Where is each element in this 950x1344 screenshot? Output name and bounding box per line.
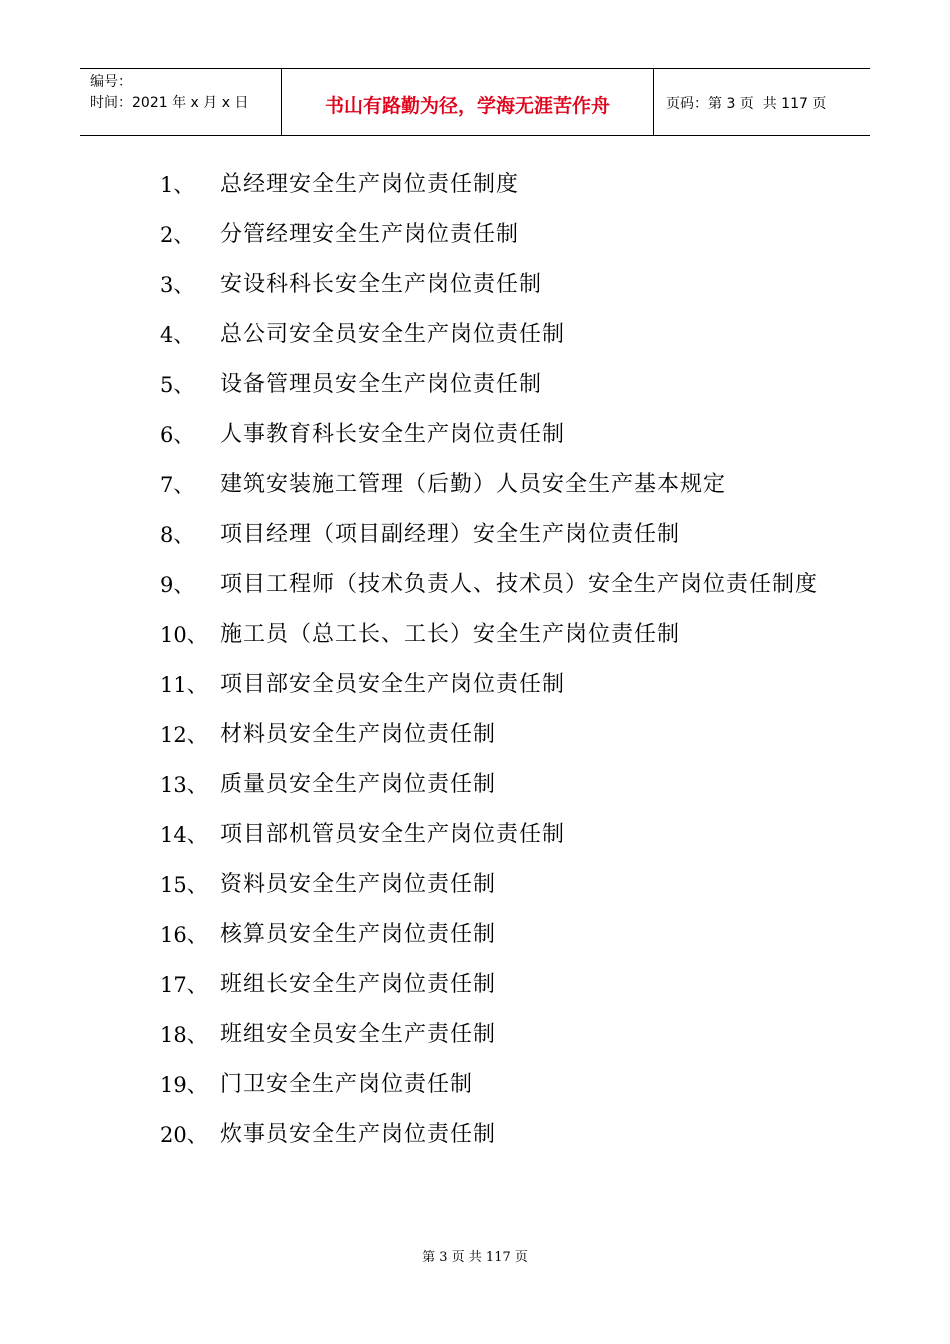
toc-item-number: 7、 — [160, 473, 195, 497]
toc-item-number: 6、 — [160, 423, 195, 447]
toc-item-number: 16、 — [160, 923, 208, 947]
toc-item — [160, 860, 860, 910]
toc-item-title: 建筑安装施工管理（后勤）人员安全生产基本规定 — [220, 472, 727, 497]
toc-item-title: 质量员安全生产岗位责任制 — [220, 772, 497, 797]
table-of-contents — [160, 160, 860, 1160]
toc-item — [160, 910, 860, 960]
toc-item-number: 4、 — [160, 323, 195, 347]
header-meta — [80, 69, 282, 135]
header-motto: 书山有路勤为径，学海无涯苦作舟 — [282, 69, 654, 135]
toc-item-title: 分管经理安全生产岗位责任制 — [220, 222, 520, 247]
toc-item — [160, 360, 860, 410]
header-page-info — [654, 69, 870, 135]
toc-item-title: 材料员安全生产岗位责任制 — [220, 722, 497, 747]
toc-item-number: 19、 — [160, 1073, 208, 1097]
toc-item — [160, 1110, 860, 1160]
toc-item-number: 12、 — [160, 723, 208, 747]
toc-item-title: 安设科科长安全生产岗位责任制 — [220, 272, 543, 297]
toc-item-number: 9、 — [160, 573, 195, 597]
toc-item-number: 5、 — [160, 373, 195, 397]
toc-item-title: 项目部机管员安全生产岗位责任制 — [220, 822, 566, 847]
toc-item-number: 10、 — [160, 623, 208, 647]
toc-item-number: 20、 — [160, 1123, 208, 1147]
toc-item-title: 人事教育科长安全生产岗位责任制 — [220, 422, 566, 447]
toc-item-title: 设备管理员安全生产岗位责任制 — [220, 372, 543, 397]
toc-item — [160, 510, 860, 560]
toc-item-title: 资料员安全生产岗位责任制 — [220, 872, 497, 897]
toc-item — [160, 810, 860, 860]
toc-item-title: 项目工程师（技术负责人、技术员）安全生产岗位责任制度 — [220, 572, 819, 597]
toc-item-number: 3、 — [160, 273, 195, 297]
toc-item — [160, 960, 860, 1010]
toc-item — [160, 310, 860, 360]
toc-item-number: 2、 — [160, 223, 195, 247]
toc-item-number: 1、 — [160, 173, 195, 197]
toc-item-title: 班组长安全生产岗位责任制 — [220, 972, 497, 997]
toc-item — [160, 160, 860, 210]
toc-item — [160, 610, 860, 660]
toc-item-title: 炊事员安全生产岗位责任制 — [220, 1122, 497, 1147]
toc-item-title: 核算员安全生产岗位责任制 — [220, 922, 497, 947]
toc-item-title: 项目经理（项目副经理）安全生产岗位责任制 — [220, 522, 681, 547]
document-number-label: 编号： — [90, 74, 132, 90]
toc-item-number: 8、 — [160, 523, 195, 547]
toc-item-number: 14、 — [160, 823, 208, 847]
toc-item-title: 门卫安全生产岗位责任制 — [220, 1072, 474, 1097]
toc-item-title: 项目部安全员安全生产岗位责任制 — [220, 672, 566, 697]
toc-item — [160, 760, 860, 810]
toc-item — [160, 560, 860, 610]
toc-item — [160, 410, 860, 460]
toc-item — [160, 260, 860, 310]
toc-item — [160, 460, 860, 510]
toc-item-title: 总公司安全员安全生产岗位责任制 — [220, 322, 566, 347]
toc-item-number: 18、 — [160, 1023, 208, 1047]
toc-item-number: 13、 — [160, 773, 208, 797]
footer-page-number: 第 3 页 共 117 页 — [422, 1250, 528, 1265]
toc-item-number: 15、 — [160, 873, 208, 897]
header-page-label: 页码：第 3 页 共 117 页 — [666, 96, 827, 112]
toc-item-title: 班组安全员安全生产责任制 — [220, 1022, 497, 1047]
toc-item-number: 11、 — [160, 673, 208, 697]
toc-item-title: 总经理安全生产岗位责任制度 — [220, 172, 520, 197]
toc-item — [160, 1060, 860, 1110]
document-date: 时间：2021 年 x 月 x 日 — [90, 95, 249, 111]
toc-item-title: 施工员（总工长、工长）安全生产岗位责任制 — [220, 622, 681, 647]
page-header — [80, 68, 870, 136]
toc-item — [160, 210, 860, 260]
page-footer — [0, 1246, 950, 1265]
toc-item — [160, 660, 860, 710]
toc-item-number: 17、 — [160, 973, 208, 997]
toc-item — [160, 1010, 860, 1060]
toc-item — [160, 710, 860, 760]
